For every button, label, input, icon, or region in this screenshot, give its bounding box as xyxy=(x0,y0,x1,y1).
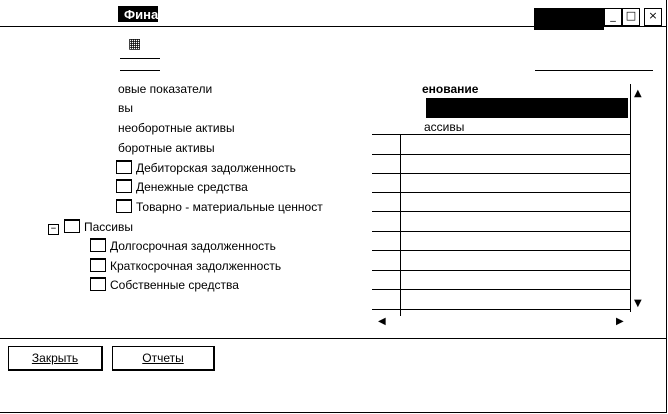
scroll-down-icon[interactable]: ▼ xyxy=(634,298,642,309)
maximize-button[interactable] xyxy=(622,8,640,26)
tree-item[interactable]: боротные активы xyxy=(118,141,215,155)
tree-item[interactable]: вы xyxy=(118,101,133,115)
folder-icon xyxy=(90,277,106,291)
minimize-icon: _ xyxy=(610,9,616,22)
scroll-right-icon[interactable]: ▶ xyxy=(616,316,624,327)
grid-selected-row[interactable] xyxy=(426,98,628,118)
collapse-icon[interactable]: − xyxy=(48,224,59,235)
grid-row-line xyxy=(372,270,630,271)
folder-icon xyxy=(64,219,80,233)
folder-icon xyxy=(116,179,132,193)
folder-icon xyxy=(116,199,132,213)
close-button[interactable]: Закрыть xyxy=(8,346,103,371)
toolbar-divider-2 xyxy=(120,70,160,71)
grid-row-line xyxy=(372,154,630,155)
close-icon: × xyxy=(648,9,658,22)
button-bar-divider xyxy=(0,338,666,339)
tree-view[interactable] xyxy=(0,78,372,308)
tree-item[interactable]: Собственные средства xyxy=(90,277,239,292)
tree-item[interactable]: Денежные средства xyxy=(116,179,248,194)
grid-row-line xyxy=(372,250,630,251)
grid-row-line xyxy=(372,231,630,232)
window-title: Фина xyxy=(124,7,159,22)
toolbar-divider xyxy=(120,58,160,59)
tree-item[interactable]: − Пассивы xyxy=(48,219,133,235)
tree-item[interactable]: Дебиторская задолженность xyxy=(116,160,296,175)
grid-row-line xyxy=(372,173,630,174)
close-window-button[interactable] xyxy=(644,8,662,26)
horizontal-scrollbar[interactable] xyxy=(372,314,630,332)
tree-item[interactable]: Краткосрочная задолженность xyxy=(90,258,281,273)
reports-button[interactable]: Отчеты xyxy=(112,346,215,371)
tree-item[interactable]: овые показатели xyxy=(118,82,213,96)
grid-row-line xyxy=(372,309,630,310)
tree-item[interactable]: Товарно - материальные ценност xyxy=(116,199,323,214)
grid-add-icon[interactable]: ▦ xyxy=(128,36,142,52)
data-grid[interactable] xyxy=(372,78,653,327)
grid-row-line xyxy=(372,192,630,193)
title-bar xyxy=(0,0,666,26)
grid-column-header[interactable]: енование xyxy=(422,82,479,96)
grid-row-line xyxy=(372,211,630,212)
minimize-button[interactable] xyxy=(604,8,622,26)
scroll-left-icon[interactable]: ◀ xyxy=(378,316,386,327)
title-divider xyxy=(0,26,666,27)
folder-icon xyxy=(90,258,106,272)
scroll-up-icon[interactable]: ▲ xyxy=(634,88,642,99)
grid-row-line xyxy=(372,134,630,135)
grid-row-line xyxy=(372,289,630,290)
grid-column-line xyxy=(400,134,401,316)
grid-top-divider xyxy=(535,70,653,71)
maximize-icon: □ xyxy=(625,9,637,22)
grid-cell[interactable]: ассивы xyxy=(424,120,465,134)
folder-icon xyxy=(90,238,106,252)
tree-item[interactable]: необоротные активы xyxy=(118,121,235,135)
tree-item[interactable]: Долгосрочная задолженность xyxy=(90,238,276,253)
vertical-scrollbar[interactable] xyxy=(630,84,649,312)
folder-icon xyxy=(116,160,132,174)
